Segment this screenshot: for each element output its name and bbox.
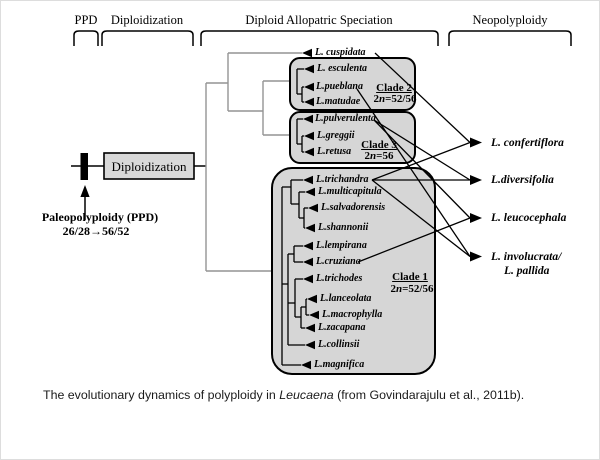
stage-label: Neopolyploidy	[472, 13, 548, 27]
ppd-event-bar	[81, 153, 89, 180]
tree-tip-species: L.shannonii	[318, 222, 369, 233]
neopolyploid-label: L. involucrata/	[491, 250, 562, 263]
up-arrowhead	[80, 185, 89, 197]
neopolyploid-label: L.diversifolia	[491, 174, 554, 186]
tree-tip-species: L.pueblana	[316, 81, 363, 92]
tree-tip-species: L.macrophylla	[322, 309, 383, 320]
neopolyploid-label: L. leucocephala	[491, 212, 567, 224]
neo-arrowhead	[470, 213, 482, 223]
stage-label: PPD	[74, 13, 98, 27]
tree-tip-species: L.greggii	[317, 130, 355, 141]
tree-tip-species: L.magnifica	[314, 359, 365, 370]
clade1-name: Clade 1	[392, 271, 428, 283]
stage-bracket	[102, 31, 193, 46]
clade-ploidy: 2n=52/56	[373, 93, 417, 105]
caption-genus: Leucaena	[279, 388, 334, 402]
neo-arrowhead	[470, 138, 482, 148]
tree-tip-species: L.multicapitula	[318, 186, 382, 197]
tree-tip-species: L.trichodes	[316, 273, 363, 284]
figure-caption	[43, 388, 524, 402]
tree-tip-species: L.lempirana	[316, 240, 367, 251]
tree-tip-species: L.trichandra	[316, 174, 369, 185]
neo-arrowhead	[470, 175, 482, 185]
stage-label: Diploidization	[110, 13, 184, 27]
clade-ploidy: 2n=56	[364, 150, 394, 162]
tree-tip-species: L.lanceolata	[320, 293, 372, 304]
tree-tip-species: L.salvadorensis	[321, 202, 386, 213]
caption-text: The evolutionary dynamics of polyploidy in	[43, 388, 280, 402]
tree-tip-species: L.retusa	[317, 146, 352, 157]
stage-bracket	[201, 31, 438, 46]
diploidization-box-label: Diploidization	[111, 159, 187, 174]
tree-tip-species: L.cruziana	[316, 256, 361, 267]
tree-tip-species: L. esculenta	[317, 63, 367, 74]
clade-ploidy: 2n=52/56	[390, 283, 434, 295]
clade2-name: Clade 2	[376, 82, 412, 94]
stage-label: Diploid Allopatric Speciation	[245, 13, 393, 27]
tree-tip-species: L.pulverulenta	[315, 113, 376, 124]
neo-arrowhead	[470, 252, 482, 262]
tree-tip-species: L.collinsii	[318, 339, 360, 350]
tree-tip-species: L. cuspidata	[315, 47, 366, 58]
clade3-name: Clade 3	[361, 139, 397, 151]
stage-bracket	[74, 31, 98, 46]
paleopolyploidy-label: Paleopolyploidy (PPD)	[41, 210, 159, 224]
tip-arrowhead	[302, 49, 312, 58]
tree-tip-species: L.zacapana	[318, 322, 366, 333]
caption-source: (from Govindarajulu et al., 2011b).	[333, 388, 525, 402]
neopolyploid-label-line2: L. pallida	[504, 264, 550, 277]
paleopolyploidy-formula: 26/28→56/52	[62, 224, 130, 238]
neopolyploid-label: L. confertiflora	[491, 136, 564, 149]
tree-tip-species: L.matudae	[316, 96, 361, 107]
stage-bracket	[449, 31, 571, 46]
